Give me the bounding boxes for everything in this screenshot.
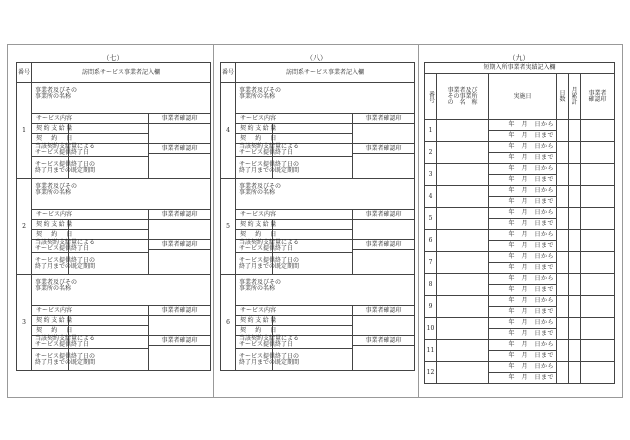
p9-confirm-cell[interactable]	[581, 318, 615, 340]
confirm-stamp-box[interactable]	[353, 124, 415, 144]
p9-confirm-cell[interactable]	[581, 340, 615, 362]
p9-date-from: 年 月 日から	[489, 186, 557, 197]
contract-date-label: 契 約 日	[236, 230, 273, 240]
p9-date-to: 年 月 日まで	[489, 373, 557, 384]
panel-9-table	[424, 62, 615, 384]
panel-7-table	[16, 62, 211, 371]
provider-label-line1: 事業者及びその	[35, 183, 78, 190]
p9-monthly-cell[interactable]	[569, 296, 581, 318]
p9-provider-cell[interactable]	[437, 230, 489, 252]
confirm-label: 事業者確認印	[149, 210, 211, 220]
provider-label-line2: 事業所の名称	[239, 285, 276, 292]
p9-row-number: 12	[425, 362, 437, 384]
confirm-label-2: 事業者確認印	[149, 144, 211, 154]
contract-amount-value[interactable]	[273, 124, 353, 134]
p9-date-from: 年 月 日から	[489, 362, 557, 373]
p9-date-from: 年 月 日から	[489, 142, 557, 153]
end-date-note: 当該契約支給量による サービス提供終了日	[32, 336, 69, 349]
p9-provider-cell[interactable]	[437, 186, 489, 208]
service-content-label: サービス内容	[32, 306, 149, 316]
header-number: 番号	[221, 63, 236, 83]
p9-days-cell[interactable]	[557, 230, 569, 252]
p9-date-to: 年 月 日まで	[489, 351, 557, 362]
p9-days-cell[interactable]	[557, 208, 569, 230]
p9-confirm-cell[interactable]	[581, 164, 615, 186]
p9-confirm-cell[interactable]	[581, 230, 615, 252]
p9-monthly-cell[interactable]	[569, 318, 581, 340]
p9-confirm-cell[interactable]	[581, 142, 615, 164]
confirm-stamp-box[interactable]	[149, 316, 211, 336]
end-date-note: 当該契約支給量による サービス提供終了日	[236, 240, 273, 253]
period-note: サービス提供終了日の 終了月までの既定期間	[32, 253, 69, 275]
p9-date-to: 年 月 日まで	[489, 175, 557, 186]
panel-9-title: 短期入所事業者実績記入欄	[425, 63, 615, 74]
confirm-label-2: 事業者確認印	[353, 240, 415, 250]
entry-number: 3	[17, 275, 32, 371]
contract-amount-label: 契約支給量	[236, 124, 273, 134]
contract-date-value[interactable]	[273, 134, 353, 144]
contract-amount-label: 契約支給量	[236, 316, 273, 326]
p9-date-from: 年 月 日から	[489, 296, 557, 307]
p9-row-number: 5	[425, 208, 437, 230]
p9-date-from: 年 月 日から	[489, 274, 557, 285]
panel-divider-2	[418, 44, 419, 398]
p9-days-cell[interactable]	[557, 186, 569, 208]
entry-number: 6	[221, 275, 236, 371]
p9-header-number: 番号	[425, 74, 437, 120]
p9-row-number: 10	[425, 318, 437, 340]
contract-amount-value[interactable]	[273, 316, 353, 326]
contract-amount-label: 契約支給量	[32, 220, 69, 230]
p9-days-cell[interactable]	[557, 318, 569, 340]
p9-confirm-cell[interactable]	[581, 120, 615, 142]
p9-monthly-cell[interactable]	[569, 340, 581, 362]
provider-name-cell[interactable]	[32, 275, 211, 306]
p9-row-number: 8	[425, 274, 437, 296]
p9-provider-cell[interactable]	[437, 120, 489, 142]
provider-label-line2: 事業所の名称	[239, 93, 276, 100]
p9-row-number: 4	[425, 186, 437, 208]
p9-header-confirm: 事業者 確認印	[581, 74, 615, 120]
p9-provider-cell[interactable]	[437, 252, 489, 274]
confirm-stamp-box[interactable]	[149, 220, 211, 240]
confirm-label-2: 事業者確認印	[353, 336, 415, 346]
p9-days-cell[interactable]	[557, 296, 569, 318]
p9-date-to: 年 月 日まで	[489, 197, 557, 208]
p9-date-from: 年 月 日から	[489, 230, 557, 241]
p9-provider-cell[interactable]	[437, 142, 489, 164]
confirm-label-2: 事業者確認印	[149, 240, 211, 250]
p9-header-period: 実施日	[489, 74, 557, 120]
confirm-label: 事業者確認印	[149, 114, 211, 124]
p9-monthly-cell[interactable]	[569, 186, 581, 208]
p9-date-to: 年 月 日まで	[489, 131, 557, 142]
p9-header-monthly-total: 月 累 計	[569, 74, 581, 120]
p9-provider-cell[interactable]	[437, 274, 489, 296]
p9-days-cell[interactable]	[557, 120, 569, 142]
contract-date-label: 契 約 日	[236, 134, 273, 144]
contract-amount-value[interactable]	[69, 316, 149, 326]
p9-confirm-cell[interactable]	[581, 208, 615, 230]
contract-date-label: 契 約 日	[236, 326, 273, 336]
panel-8-label: （八）	[306, 54, 327, 62]
p9-row-number: 1	[425, 120, 437, 142]
provider-label-line1: 事業者及びその	[35, 279, 78, 286]
p9-date-to: 年 月 日まで	[489, 153, 557, 164]
p9-row-number: 9	[425, 296, 437, 318]
confirm-stamp-box[interactable]	[353, 316, 415, 336]
entry-number: 1	[17, 83, 32, 179]
end-date-note: 当該契約支給量による サービス提供終了日	[236, 336, 273, 349]
header-title: 訪問系サービス事業者記入欄	[236, 63, 415, 83]
panel-7-label: （七）	[102, 54, 124, 62]
contract-amount-label: 契約支給量	[236, 220, 273, 230]
contract-amount-label: 契約支給量	[32, 316, 69, 326]
end-date-note: 当該契約支給量による サービス提供終了日	[236, 144, 273, 157]
contract-date-value[interactable]	[69, 134, 149, 144]
service-content-label: サービス内容	[32, 114, 149, 124]
panel-8-table	[220, 62, 415, 371]
service-content-label: サービス内容	[236, 306, 353, 316]
p9-days-cell[interactable]	[557, 362, 569, 384]
contract-date-label: 契 約 日	[32, 326, 69, 336]
provider-label-line2: 事業所の名称	[35, 93, 72, 100]
p9-row-number: 6	[425, 230, 437, 252]
p9-date-from: 年 月 日から	[489, 318, 557, 329]
p9-confirm-cell[interactable]	[581, 252, 615, 274]
confirm-stamp-box-2[interactable]	[149, 250, 211, 275]
period-note: サービス提供終了日の 終了月までの既定期間	[32, 349, 69, 371]
p9-provider-cell[interactable]	[437, 340, 489, 362]
p9-monthly-cell[interactable]	[569, 164, 581, 186]
service-content-label: サービス内容	[236, 114, 353, 124]
panel-divider-1	[213, 44, 214, 398]
p9-days-cell[interactable]	[557, 274, 569, 296]
p9-confirm-cell[interactable]	[581, 296, 615, 318]
provider-label-line2: 事業所の名称	[35, 285, 72, 292]
p9-date-to: 年 月 日まで	[489, 219, 557, 230]
panel-9-label: （九）	[508, 54, 530, 62]
p9-monthly-cell[interactable]	[569, 252, 581, 274]
provider-name-cell[interactable]	[236, 179, 415, 210]
contract-date-label: 契 約 日	[32, 230, 69, 240]
p9-provider-cell[interactable]	[437, 318, 489, 340]
period-note: サービス提供終了日の 終了月までの既定期間	[32, 157, 69, 179]
p9-days-cell[interactable]	[557, 252, 569, 274]
p9-date-to: 年 月 日まで	[489, 263, 557, 274]
p9-provider-cell[interactable]	[437, 164, 489, 186]
p9-header-days: 日 数	[557, 74, 569, 120]
confirm-label: 事業者確認印	[149, 306, 211, 316]
contract-amount-value[interactable]	[273, 220, 353, 230]
period-note: サービス提供終了日の 終了月までの既定期間	[236, 349, 273, 371]
confirm-label: 事業者確認印	[353, 114, 415, 124]
period-note: サービス提供終了日の 終了月までの既定期間	[236, 157, 273, 179]
entry-number: 5	[221, 179, 236, 275]
p9-monthly-cell[interactable]	[569, 274, 581, 296]
p9-provider-cell[interactable]	[437, 208, 489, 230]
service-content-label: サービス内容	[236, 210, 353, 220]
contract-date-value[interactable]	[69, 326, 149, 336]
p9-date-from: 年 月 日から	[489, 164, 557, 175]
confirm-stamp-box-2[interactable]	[353, 154, 415, 179]
end-date-note: 当該契約支給量による サービス提供終了日	[32, 144, 69, 157]
p9-provider-cell[interactable]	[437, 362, 489, 384]
contract-amount-label: 契約支給量	[32, 124, 69, 134]
provider-name-cell[interactable]	[236, 275, 415, 306]
provider-label-line2: 事業所の名称	[239, 189, 276, 196]
confirm-stamp-box-2[interactable]	[149, 154, 211, 179]
p9-row-number: 2	[425, 142, 437, 164]
confirm-stamp-box-2[interactable]	[353, 346, 415, 371]
confirm-stamp-box-2[interactable]	[149, 346, 211, 371]
confirm-stamp-box-2[interactable]	[353, 250, 415, 275]
p9-days-cell[interactable]	[557, 142, 569, 164]
confirm-stamp-box[interactable]	[353, 220, 415, 240]
p9-date-to: 年 月 日まで	[489, 329, 557, 340]
contract-amount-value[interactable]	[69, 220, 149, 230]
contract-date-value[interactable]	[69, 230, 149, 240]
confirm-label-2: 事業者確認印	[353, 144, 415, 154]
p9-confirm-cell[interactable]	[581, 274, 615, 296]
header-number: 番号	[17, 63, 32, 83]
p9-confirm-cell[interactable]	[581, 362, 615, 384]
contract-date-value[interactable]	[273, 230, 353, 240]
p9-days-cell[interactable]	[557, 164, 569, 186]
p9-date-from: 年 月 日から	[489, 252, 557, 263]
p9-confirm-cell[interactable]	[581, 186, 615, 208]
provider-name-cell[interactable]	[32, 179, 211, 210]
p9-date-from: 年 月 日から	[489, 208, 557, 219]
p9-date-from: 年 月 日から	[489, 340, 557, 351]
header-title: 訪問系サービス事業者記入欄	[32, 63, 211, 83]
provider-label-line1: 事業者及びその	[239, 183, 282, 190]
p9-date-to: 年 月 日まで	[489, 285, 557, 296]
service-content-label: サービス内容	[32, 210, 149, 220]
p9-monthly-cell[interactable]	[569, 120, 581, 142]
confirm-label: 事業者確認印	[353, 210, 415, 220]
provider-label-line2: 事業所の名称	[35, 189, 72, 196]
p9-row-number: 11	[425, 340, 437, 362]
contract-date-label: 契 約 日	[32, 134, 69, 144]
period-note: サービス提供終了日の 終了月までの既定期間	[236, 253, 273, 275]
contract-amount-value[interactable]	[69, 124, 149, 134]
p9-date-to: 年 月 日まで	[489, 241, 557, 252]
p9-provider-cell[interactable]	[437, 296, 489, 318]
provider-name-cell[interactable]	[32, 83, 211, 114]
p9-monthly-cell[interactable]	[569, 142, 581, 164]
provider-label-line1: 事業者及びその	[35, 87, 78, 94]
provider-name-cell[interactable]	[236, 83, 415, 114]
entry-number: 2	[17, 179, 32, 275]
p9-row-number: 7	[425, 252, 437, 274]
p9-date-to: 年 月 日まで	[489, 307, 557, 318]
provider-label-line1: 事業者及びその	[239, 87, 282, 94]
confirm-label-2: 事業者確認印	[149, 336, 211, 346]
p9-date-from: 年 月 日から	[489, 120, 557, 131]
end-date-note: 当該契約支給量による サービス提供終了日	[32, 240, 69, 253]
p9-row-number: 3	[425, 164, 437, 186]
p9-days-cell[interactable]	[557, 340, 569, 362]
confirm-stamp-box[interactable]	[149, 124, 211, 144]
confirm-label: 事業者確認印	[353, 306, 415, 316]
p9-header-provider: 事業者及び その事業所 の 名 称	[437, 74, 489, 120]
p9-monthly-cell[interactable]	[569, 230, 581, 252]
entry-number: 4	[221, 83, 236, 179]
provider-label-line1: 事業者及びその	[239, 279, 282, 286]
p9-monthly-cell[interactable]	[569, 362, 581, 384]
contract-date-value[interactable]	[273, 326, 353, 336]
p9-monthly-cell[interactable]	[569, 208, 581, 230]
